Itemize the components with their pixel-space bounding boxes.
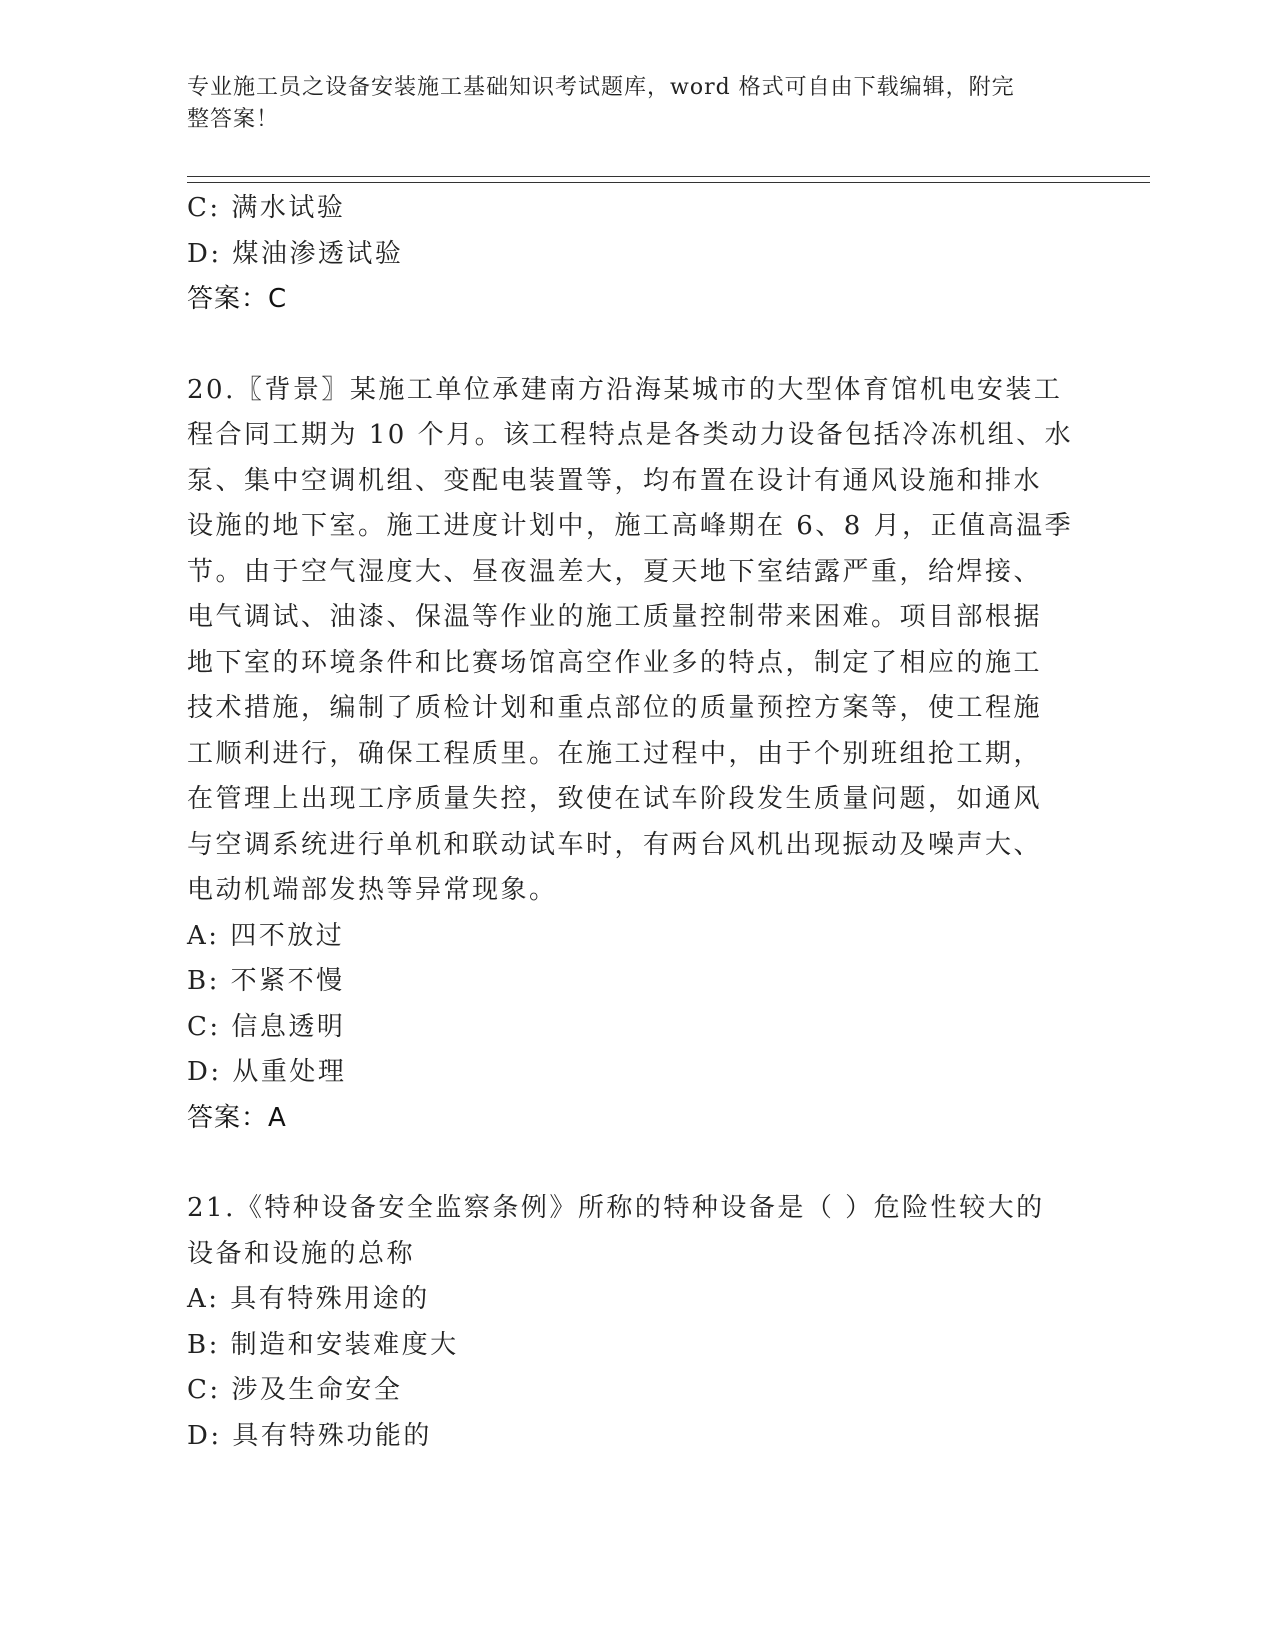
question-stem (187, 368, 1087, 914)
option-b: B: 不紧不慢 (187, 966, 345, 996)
answer-label: 答案：A (187, 1102, 287, 1133)
stem-line: 20.〖背景〗某施工单位承建南方沿海某城市的大型体育馆机电安装工 (187, 374, 1063, 405)
option-a: A: 具有特殊用途的 (187, 1284, 430, 1314)
stem-line: 设备和设施的总称 (187, 1238, 416, 1269)
question-19-tail (187, 186, 1087, 323)
question-gap (187, 1141, 1087, 1186)
option-d: D: 煤油渗透试验 (187, 238, 404, 269)
question-stem (187, 1186, 1087, 1277)
option-c: C: 满水试验 (187, 193, 346, 223)
question-21 (187, 1186, 1087, 1459)
stem-line: 与空调系统进行单机和联动试车时，有两台风机出现振动及噪声大、 (187, 829, 1043, 860)
header-line-2: 整答案！ (187, 107, 280, 132)
header-line-1: 专业施工员之设备安装施工基础知识考试题库，word 格式可自由下载编辑，附完 (187, 75, 1015, 100)
option-c: C: 涉及生命安全 (187, 1375, 403, 1405)
option-d: D: 从重处理 (187, 1057, 347, 1087)
document-body (187, 186, 1087, 1459)
stem-line: 泵、集中空调机组、变配电装置等，均布置在设计有通风设施和排水 (187, 465, 1043, 496)
question-20 (187, 368, 1087, 1142)
stem-line: 程合同工期为 10 个月。该工程特点是各类动力设备包括冷冻机组、水 (187, 420, 1074, 450)
stem-line: 在管理上出现工序质量失控，致使在试车阶段发生质量问题，如通风 (187, 784, 1043, 814)
header-divider (187, 176, 1150, 183)
document-header (187, 72, 1087, 136)
stem-line: 设施的地下室。施工进度计划中，施工高峰期在 6、8 月，正值高温季 (187, 511, 1074, 541)
option-b: B: 制造和安装难度大 (187, 1329, 459, 1360)
stem-line: 节。由于空气湿度大、昼夜温差大，夏天地下室结露严重，给焊接、 (187, 556, 1043, 587)
stem-line: 技术措施，编制了质检计划和重点部位的质量预控方案等，使工程施 (187, 693, 1043, 723)
answer-label: 答案：C (187, 284, 288, 314)
option-c: C: 信息透明 (187, 1011, 346, 1042)
option-a: A: 四不放过 (187, 920, 345, 951)
option-d: D: 具有特殊功能的 (187, 1420, 432, 1451)
stem-line: 工顺利进行，确保工程质里。在施工过程中，由于个别班组抢工期， (187, 738, 1043, 769)
stem-line: 电动机端部发热等异常现象。 (187, 875, 558, 905)
stem-line: 21.《特种设备安全监察条例》所称的特种设备是（ ）危险性较大的 (187, 1193, 1045, 1223)
stem-line: 电气调试、油漆、保温等作业的施工质量控制带来困难。项目部根据 (187, 602, 1043, 632)
question-gap (187, 323, 1087, 368)
stem-line: 地下室的环境条件和比赛场馆高空作业多的特点，制定了相应的施工 (187, 647, 1043, 678)
